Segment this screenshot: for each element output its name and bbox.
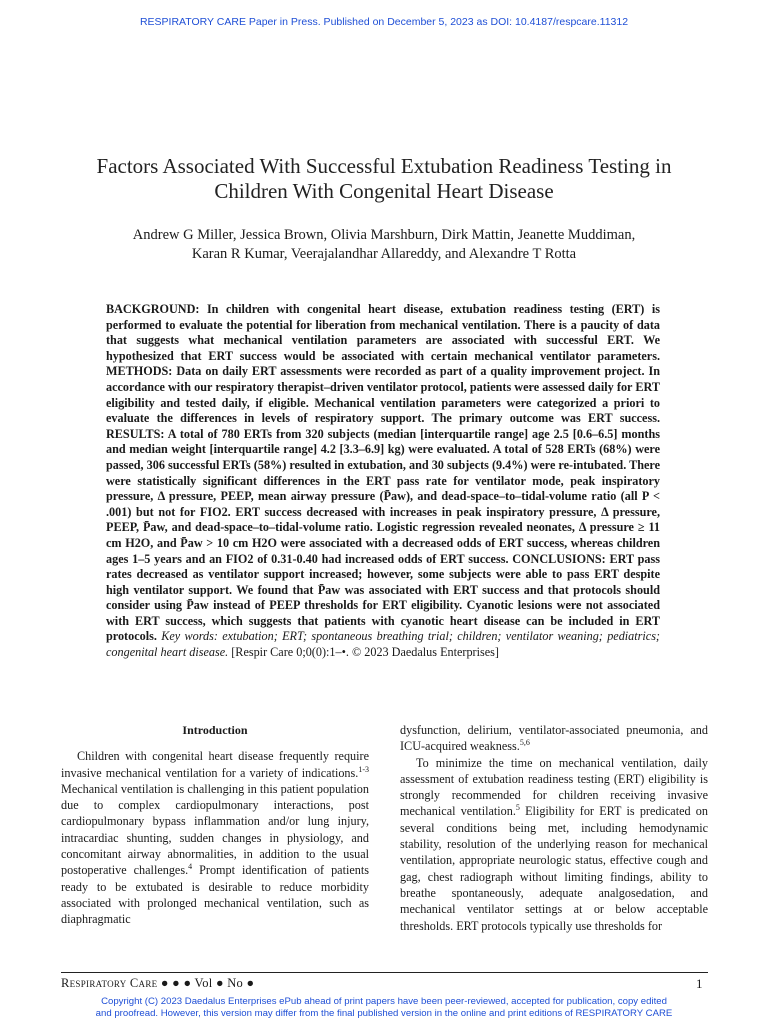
left-column: [61, 722, 369, 928]
intro-text-0: dysfunction, delirium, ventilator-associated pneumonia, and ICU-acquired weakness.: [400, 723, 708, 754]
author-list: [60, 226, 708, 264]
intro-paragraph-continued: [400, 722, 708, 755]
authors-line-2: Karan R Kumar, Veerajalandhar Allareddy, and Alexandre T Rotta: [191, 246, 577, 262]
press-banner: RESPIRATORY CARE Paper in Press. Published on December 5, 2023 as DOI: 10.4187/respcare.11312: [139, 16, 629, 28]
volume-markers: ● ● ● Vol ● No ●: [160, 976, 255, 990]
copyright-line-1: Copyright (C) 2023 Daedalus Enterprises ePub ahead of print papers have been peer-reviewed, accepted for publication, copy edited: [101, 996, 667, 1007]
intro-text-1c: Prompt identification of patients ready to be extubated is desirable to reduce morbidity associated with prolonged mechanical ventilation, such as diaphragmatic: [61, 863, 369, 927]
abstract-citation: [Respir Care 0;0(0):1–•. © 2023 Daedalus Enterprises]: [231, 645, 499, 660]
footer-divider: [61, 972, 708, 973]
intro-text-2a: To minimize the time on mechanical ventilation, daily assessment of extubation readiness testing (ERT) eligibility is strongly recommended for children receiving invasive mechanical ventilation.: [400, 755, 708, 819]
copyright-line-2: and proofread. However, this version may differ from the final published version in the online and print editions of RESPIRATORY CARE: [95, 1008, 673, 1019]
intro-text-2b: Eligibility for ERT is predicated on several conditions being met, including hemodynamic stability, resolution of the underlying reason for mechanical ventilation, appropriate neurologic status, effective cough and gag, chest radiograph without limiting findings, ability to breathe spontaneously, adequate analgosedation, and mechanical ventilator settings at or below acceptable thresholds. ERT protocols typically use thresholds for: [400, 804, 708, 933]
copyright-banner: [0, 996, 768, 1020]
page-number: 1: [696, 976, 703, 991]
citation-ref: 1-3: [358, 764, 369, 774]
right-column: [400, 722, 708, 934]
citation-ref: 5,6: [519, 738, 530, 748]
title-line-1: Factors Associated With Successful Extubation Readiness Testing in: [96, 154, 672, 178]
citation-ref: 4: [188, 862, 193, 872]
journal-name: Respiratory Care: [61, 976, 158, 990]
authors-line-1: Andrew G Miller, Jessica Brown, Olivia Marshburn, Dirk Mattin, Jeanette Muddiman,: [132, 227, 636, 243]
title-line-2: Children With Congenital Heart Disease: [214, 179, 554, 203]
section-heading-introduction: Introduction: [182, 723, 248, 737]
abstract-keywords: Key words: extubation; ERT; spontaneous breathing trial; children; ventilator weaning; pediatrics; congenital heart disease.: [106, 629, 660, 660]
article-title: [40, 154, 728, 204]
abstract: [106, 302, 660, 661]
intro-text-1b: Mechanical ventilation is challenging in this patient population due to complex cardiopulmonary interactions, post cardiopulmonary bypass inflammation and/or lung injury, intracardiac shunting, sudden changes in physiology, and concomitant airway abnormalities, in addition to the usual postoperative challenges.: [61, 781, 369, 878]
intro-paragraph-2: [400, 755, 708, 934]
intro-text-1a: Children with congenital heart disease frequently require invasive mechanical ventilation for a variety of indications.: [61, 749, 369, 780]
abstract-body: BACKGROUND: In children with congenital heart disease, extubation readiness testing (ERT) is performed to evaluate the potential for liberation from mechanical ventilation. There is a paucity of data that suggests what mechanical ventilation parameters are associated with successful ERT. We hypothesized that ERT success would be associated with certain mechanical ventilator parameters. METHODS: Data on daily ERT assessments were recorded as part of a quality improvement project. In accordance with our respiratory therapist–driven ventilator protocol, patients were assessed daily for ERT eligibility and tested daily, if eligible. Mechanical ventilation parameters were categorized a priori to evaluate the differences in levels of respiratory support. The primary outcome was ERT success. RESULTS: A total of 780 ERTs from 320 subjects (median [interquartile range] age 2.5 [0.6–6.5] months and median weight [interquartile range] 4.2 [3.3–6.9] kg) were evaluated. A total of 528 ERTs (68%) were passed, 306 successful ERTs (58%) resulted in extubation, and 30 subjects (9.4%) were re-intubated. There were statistically significant differences in the ERT pass rate for ventilator mode, peak inspiratory pressure, Δ pressure, PEEP, mean airway pressure (P̄aw), and dead-space–to–tidal-volume ratio (all P < .001) but not for FIO2. ERT success decreased with increases in peak inspiratory pressure, Δ pressure, PEEP, P̄aw, and dead-space–to–tidal-volume ratio. Logistic regression revealed neonates, Δ pressure ≥ 11 cm H2O, and P̄aw > 10 cm H2O were associated with a decreased odds of ERT success, whereas children ages 1–5 years and an FIO2 of 0.31-0.40 had increased odds of ERT success. CONCLUSIONS: ERT pass rates decreased as ventilator support increased; however, some subjects were able to pass ERT despite high ventilator support. We found that P̄aw was associated with ERT success and that protocols should consider using P̄aw instead of PEEP thresholds for ERT eligibility. Cyanotic lesions were not associated with ERT success, which suggests that patients with cyanotic heart disease can be included in ERT protocols.: [106, 302, 660, 644]
intro-paragraph-1: [61, 748, 369, 927]
running-footer: [61, 976, 254, 991]
citation-ref: 5: [515, 803, 520, 813]
